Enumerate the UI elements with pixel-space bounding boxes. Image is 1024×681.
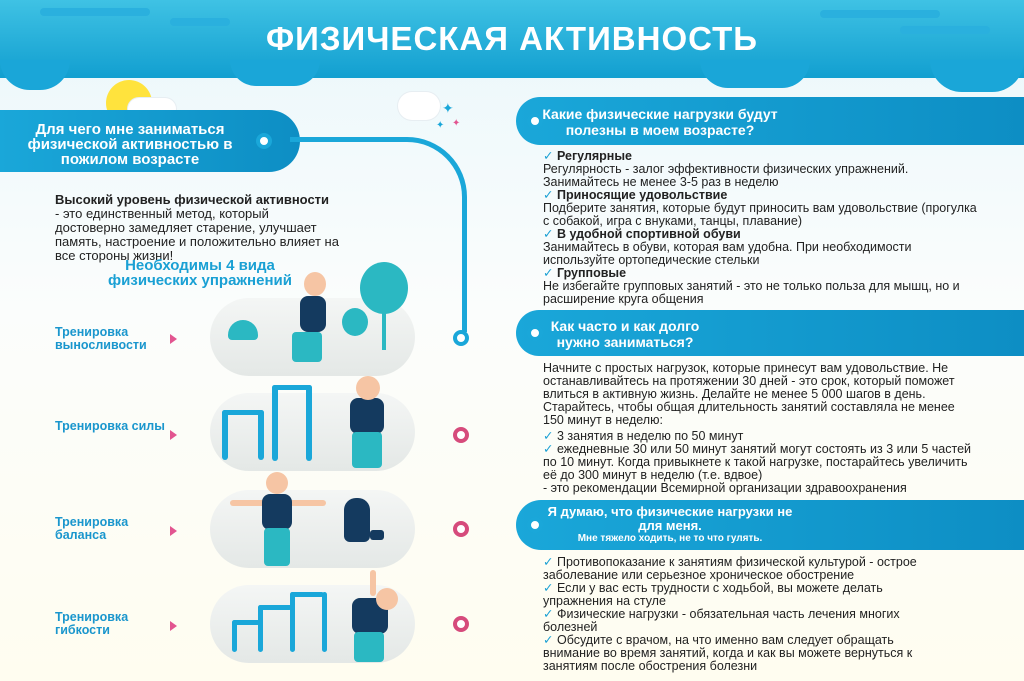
decor-stripe: [820, 10, 940, 18]
section-title-1: Какие физические нагрузки будут полезны в моем возрасте?: [542, 106, 778, 138]
bars-icon: [222, 410, 264, 415]
runner-head: [304, 272, 326, 296]
lifter-legs: [352, 432, 382, 468]
lifter-figure: [350, 398, 384, 434]
section-title-2: Как часто и как долго нужно заниматься?: [550, 318, 700, 350]
balancer-figure: [262, 494, 292, 530]
intro-rest: - это единственный метод, который достоверно замедляет старение, улучшает память, настроение и положительно влияет на все стороны жизни!: [55, 206, 339, 263]
exercises-heading: Необходимы 4 вида физических упражнений: [108, 257, 292, 289]
arrow-icon: [170, 526, 177, 536]
exercise-label-balance: Тренировка баланса: [55, 515, 129, 542]
decor-stripe: [40, 8, 150, 16]
arrow-icon: [170, 621, 177, 631]
target-icon: [453, 521, 469, 537]
list-item: [543, 608, 953, 634]
s2-block: [543, 362, 973, 495]
bars-icon: [222, 410, 228, 460]
list-item: [543, 634, 953, 673]
item-heading: Групповые: [556, 266, 627, 280]
check-icon: ✓: [543, 607, 554, 621]
bars-icon: [258, 605, 263, 652]
bars-icon: [290, 592, 295, 652]
bars-icon: [258, 410, 264, 460]
decor-wave: [930, 60, 1024, 92]
intro-bold: Высокий уровень физической активности: [55, 192, 330, 207]
target-icon: [453, 427, 469, 443]
item-text: Не избегайте групповых занятий - это не только польза для мышц, но и расширение круга общения: [543, 279, 960, 306]
arrow-icon: [170, 334, 177, 344]
check-icon: ✓: [543, 188, 554, 202]
tree-icon: [360, 262, 408, 314]
bars-icon: [272, 385, 278, 461]
section-title-3: Я думаю, что физические нагрузки не для меня.: [547, 504, 793, 533]
s3-list: [543, 556, 953, 673]
target-icon: [256, 133, 272, 149]
item-heading: Регулярные: [556, 149, 632, 163]
item-text: ежедневные 30 или 50 минут занятий могут состоять из 3 или 5 частей по 10 минут. Когда привыкнете к такой нагрузке, постарайтесь увеличить её до 300 минут в неделю (т.е. вдвое): [543, 442, 972, 482]
item-text: Занимайтесь в обуви, которая вам удобна. При необходимости используйте ортопедические стельки: [543, 240, 912, 267]
check-icon: ✓: [543, 266, 554, 280]
bird-icon: ✦: [452, 118, 461, 129]
target-icon: [453, 330, 469, 346]
list-item: [543, 582, 953, 608]
stretcher-head: [376, 588, 398, 610]
check-icon: ✓: [543, 227, 554, 241]
s1-list: [543, 150, 983, 306]
bars-icon: [306, 385, 312, 461]
bars-icon: [290, 592, 324, 597]
bars-icon: [272, 385, 312, 390]
exercise-label-strength: Тренировка силы: [55, 419, 165, 433]
bird-icon: ✦: [436, 120, 445, 131]
balancer-legs: [264, 528, 290, 566]
list-item: [543, 556, 953, 582]
page-title: ФИЗИЧЕСКАЯ АКТИВНОСТЬ: [265, 20, 759, 57]
stretcher-legs: [354, 632, 384, 662]
check-icon: ✓: [543, 555, 554, 569]
item-text: Подберите занятия, которые будут приносить вам удовольствие (прогулка с собакой, игра с внуками, танцы, плавание): [543, 201, 977, 228]
bars-icon: [322, 592, 327, 652]
item-text: 3 занятия в неделю по 50 минут: [556, 429, 744, 443]
section-title-left: Для чего мне заниматься физической активностью в пожилом возрасте: [27, 121, 233, 168]
balancer-head: [266, 472, 288, 494]
runner-figure: [300, 296, 326, 332]
decor-wave: [700, 60, 810, 88]
tree-trunk: [382, 310, 386, 350]
item-text: Физические нагрузки - обязательная часть лечения многих болезней: [543, 607, 900, 634]
bird-icon: ✦: [442, 100, 454, 116]
decor-wave: [0, 60, 70, 90]
exercise-card-strength: [210, 393, 415, 471]
check-icon: ✓: [543, 149, 554, 163]
bars-icon: [232, 620, 260, 625]
item-text: Противопоказание к занятиям физической культурой - острое заболевание или серьезное хроническое обострение: [543, 555, 917, 582]
exercise-label-flexibility: Тренировка гибкости: [55, 610, 129, 637]
check-icon: ✓: [543, 429, 554, 443]
woman-figure: [344, 498, 370, 542]
item-heading: Приносящие удовольствие: [556, 188, 728, 202]
decor-wave: [230, 60, 320, 86]
cloud-icon: [398, 92, 440, 120]
check-icon: ✓: [543, 442, 554, 456]
runner-legs: [292, 332, 322, 362]
check-icon: ✓: [543, 633, 554, 647]
arrow-icon: [170, 430, 177, 440]
stretcher-arm: [370, 570, 376, 596]
section-subtitle-3: Мне тяжело ходить, не то что гулять.: [577, 533, 763, 544]
tree-icon: [342, 308, 368, 336]
check-icon: ✓: [543, 581, 554, 595]
exercise-label-endurance: Тренировка выносливости: [55, 325, 147, 352]
item-text: Регулярность - залог эффективности физических упражнений. Занимайтесь не менее 3-5 раз в неделю: [543, 162, 909, 189]
lifter-head: [356, 376, 380, 400]
bars-icon: [258, 605, 292, 610]
item-heading: В удобной спортивной обуви: [556, 227, 741, 241]
intro-text: [55, 193, 340, 263]
dog-icon: [370, 530, 384, 540]
item-text: Если у вас есть трудности с ходьбой, вы можете делать упражнения на стуле: [543, 581, 883, 608]
target-icon: [453, 616, 469, 632]
s2-intro: Начните с простых нагрузок, которые принесут вам удовольствие. Не останавливайтесь на протяжении 30 дней - это срок, который поможет влиться в активную жизнь. Делайте не менее 5 000 шагов в день. Старайтесь, чтобы общая длительность занятий составляла не менее 150 минут в неделю:: [543, 361, 955, 427]
s2-note: - это рекомендации Всемирной организации здравоохранения: [543, 481, 907, 495]
item-text: Обсудите с врачом, на что именно вам следует обращать внимание во время занятий, когда и как вы можете вернуться к занятиям после обострения болезни: [543, 633, 913, 673]
list-item: [543, 443, 973, 482]
